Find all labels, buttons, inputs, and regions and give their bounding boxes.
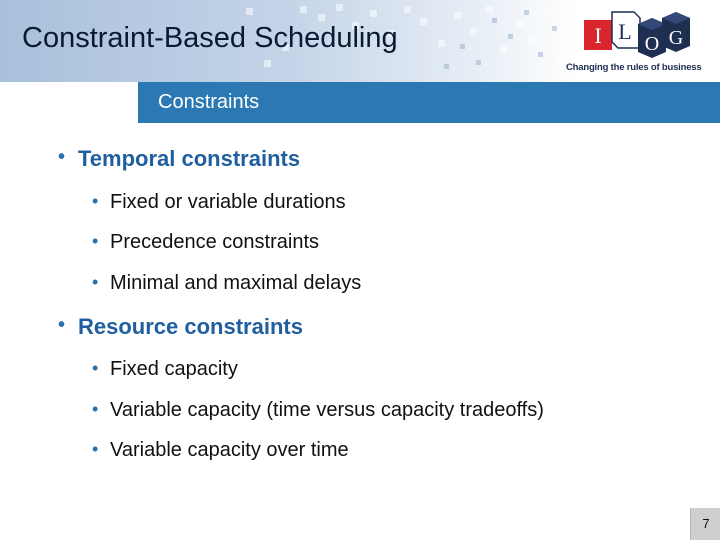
bullet-text: Variable capacity (time versus capacity tradeoffs) [110, 399, 544, 421]
section-bar [138, 82, 720, 123]
sub-bullet-fixed-or-variable-durations [92, 191, 346, 214]
bullet-text: Fixed capacity [110, 358, 238, 380]
bullet-text: Resource constraints [78, 314, 303, 339]
logo-tiles [566, 8, 696, 62]
page-number: 7 [690, 508, 720, 540]
slide-title: Constraint-Based Scheduling [22, 22, 398, 54]
logo-letter-g: G [668, 27, 684, 49]
company-logo [566, 8, 702, 78]
bullet-dot: • [92, 231, 99, 251]
sub-bullet-variable-capacity-tradeoffs [92, 399, 544, 422]
bullet-dot: • [58, 314, 66, 336]
bullet-text: Temporal constraints [78, 146, 301, 171]
logo-tagline: Changing the rules of business [566, 62, 702, 73]
bullet-resource-constraints [58, 314, 303, 340]
logo-letter-l: L [618, 19, 632, 44]
sub-bullet-minimal-and-maximal-delays [92, 272, 362, 295]
bullet-dot: • [92, 399, 99, 419]
sub-bullet-fixed-capacity [92, 358, 238, 381]
bullet-temporal-constraints [58, 146, 301, 172]
bullet-dot: • [92, 358, 99, 378]
logo-letter-i: I [594, 23, 602, 48]
logo-letter-o: O [644, 33, 660, 55]
section-title: Constraints [158, 91, 260, 113]
bullet-text: Minimal and maximal delays [110, 272, 362, 294]
bullet-dot: • [92, 191, 99, 211]
bullet-text: Variable capacity over time [110, 439, 349, 461]
bullet-dot: • [92, 272, 99, 292]
bullet-dot: • [92, 439, 99, 459]
bullet-text: Fixed or variable durations [110, 191, 346, 213]
sub-bullet-variable-capacity-over-time [92, 439, 349, 462]
bullet-text: Precedence constraints [110, 231, 320, 253]
sub-bullet-precedence-constraints [92, 231, 320, 254]
bullet-dot: • [58, 146, 66, 168]
